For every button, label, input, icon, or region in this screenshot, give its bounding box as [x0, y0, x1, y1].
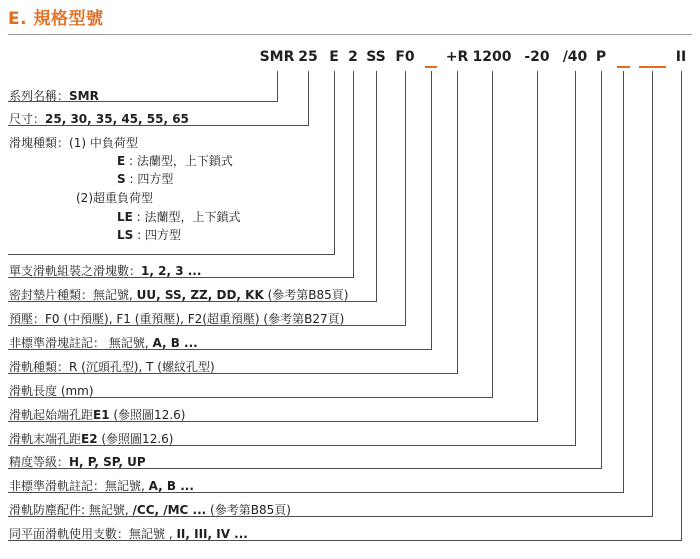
code-part-block-type: E	[329, 49, 339, 65]
row-e2: 滑軌末端孔距E2 (參照圖12.6)	[9, 432, 174, 446]
block-type-s: S : 四方型	[117, 172, 174, 186]
code-part-rail-count: II	[675, 49, 687, 65]
row-e1: 滑軌起始端孔距E1 (參照圖12.6)	[9, 408, 186, 422]
placeholder-dash-block	[425, 66, 437, 68]
row-rail-type: 滑軌種類：R (沉頭孔型), T (螺紋孔型)	[9, 360, 215, 374]
row-block-type: 滑塊種類：(1) 中負荷型	[9, 136, 138, 150]
code-part-accuracy: P	[595, 49, 607, 65]
code-part-preload: F0	[395, 49, 415, 65]
row-rail-count: 同平面滑軌使用支數：無記號 , II, III, IV ...	[9, 527, 248, 541]
code-part-e1: -20	[524, 49, 550, 65]
title-divider	[8, 34, 692, 35]
row-nonstandard-block: 非標準滑塊註記： 無記號, A, B ...	[9, 336, 198, 350]
row-seal: 密封墊片種類：無記號, UU, SS, ZZ, DD, KK (參考第B85頁)	[9, 288, 349, 302]
code-part-e2: /40	[562, 49, 588, 65]
row-size: 尺寸：25, 30, 35, 45, 55, 65	[9, 112, 189, 126]
row-rail-length: 滑軌長度 (mm)	[9, 384, 94, 398]
placeholder-dash-dust	[639, 66, 666, 68]
block-type-heavy-heading: (2)超重負荷型	[76, 191, 153, 205]
block-type-ls: LS : 四方型	[117, 228, 181, 242]
placeholder-dash-rail	[617, 66, 630, 68]
row-series: 系列名稱：SMR	[9, 89, 99, 103]
row-nonstandard-rail: 非標準滑軌註記：無記號, A, B ...	[9, 479, 194, 493]
code-part-series: SMR	[259, 49, 295, 65]
row-dust-accessory: 滑軌防塵配件: 無記號, /CC, /MC ... (參考第B85頁)	[9, 503, 291, 517]
section-title: E. 規格型號	[8, 9, 104, 29]
block-type-le: LE : 法蘭型，上下鎖式	[117, 210, 241, 224]
code-part-seal: SS	[366, 49, 386, 65]
code-part-rail-type: +R	[445, 49, 469, 65]
row-accuracy: 精度等級：H, P, SP, UP	[9, 455, 146, 469]
code-part-block-count: 2	[348, 49, 358, 65]
code-part-rail-length: 1200	[472, 49, 512, 65]
row-preload: 預壓：F0 (中預壓), F1 (重預壓), F2(超重預壓) (參考第B27頁)	[9, 312, 345, 326]
block-type-e: E : 法蘭型，上下鎖式	[117, 154, 233, 168]
row-block-count: 單支滑軌組裝之滑塊數：1, 2, 3 ...	[9, 264, 202, 278]
code-part-size: 25	[298, 49, 318, 65]
